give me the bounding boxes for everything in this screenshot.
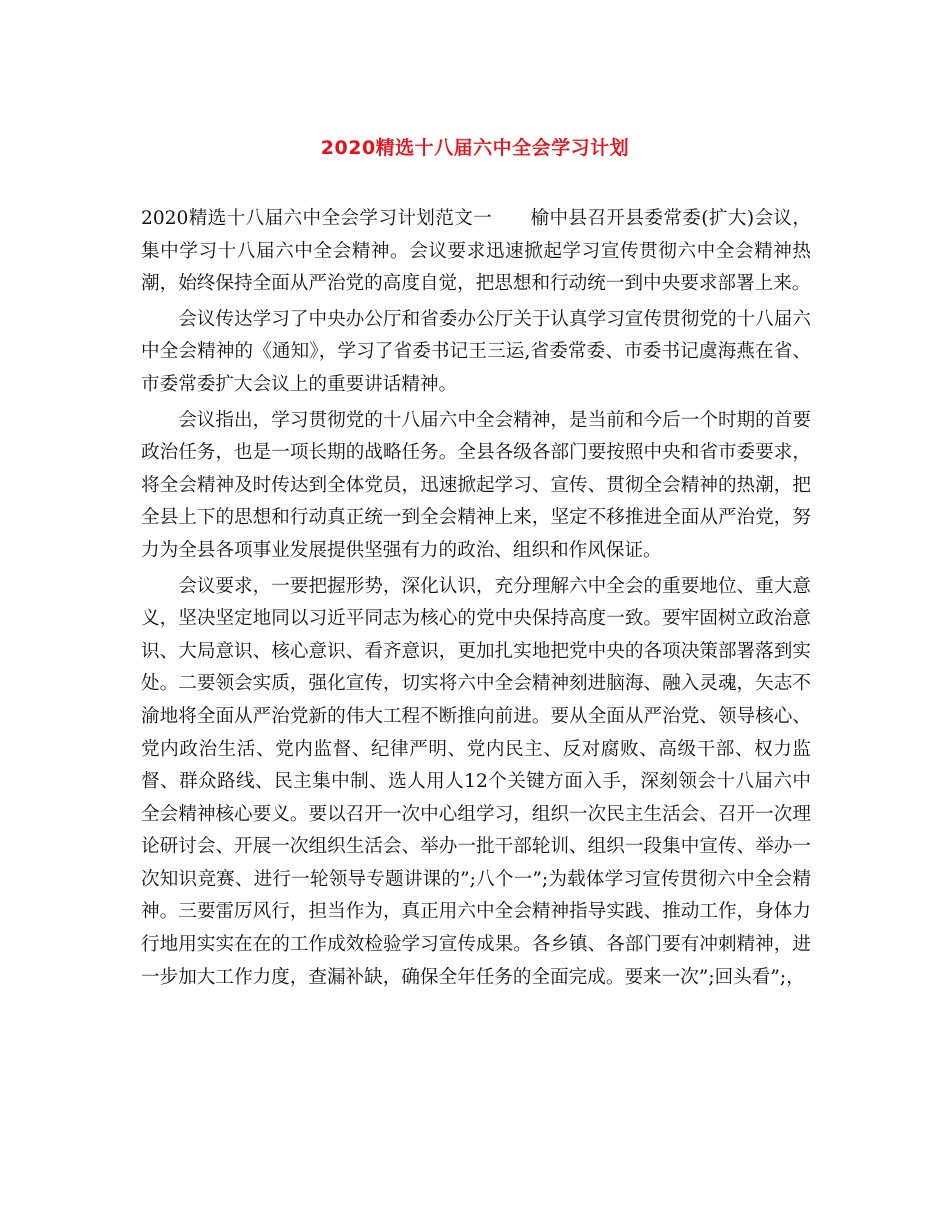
document-body [141, 203, 811, 997]
intro-paragraph [141, 203, 811, 301]
paragraph-2: 会议传达学习了中央办公厅和省委办公厅关于认真学习宣传贯彻党的十八届六中全会精神的《通知》，学习了省委书记王三运,省委常委、市委书记虞海燕在省、市委常委扩大会议上的重要讲话精神。 [141, 308, 811, 395]
paragraph-3: 会议指出，学习贯彻党的十八届六中全会精神，是当前和今后一个时期的首要政治任务，也是一项长期的战略任务。全县各级各部门要按照中央和省市委要求，将全会精神及时传达到全体党员，迅速掀起学习、宣传、贯彻全会精神的热潮，把全县上下的思想和行动真正统一到全会精神上来，坚定不移推进全面从严治党，努力为全县各项事业发展提供坚强有力的政治、组织和作风保证。 [141, 409, 811, 561]
paragraph-1: 榆中县召开县委常委(扩大)会议，集中学习十八届六中全会精神。会议要求迅速掀起学习宣传贯彻六中全会精神热潮，始终保持全面从严治党的高度自觉，把思想和行动统一到中央要求部署上来。 [141, 208, 811, 295]
document-title: 2020精选十八届六中全会学习计划 [320, 137, 630, 159]
paragraph-4: 会议要求，一要把握形势，深化认识，充分理解六中全会的重要地位、重大意义，坚决坚定地同以习近平同志为核心的党中央保持高度一致。要牢固树立政治意识、大局意识、核心意识、看齐意识，更加扎实地把党中央的各项决策部署落到实处。二要领会实质，强化宣传，切实将六中全会精神刻进脑海、融入灵魂，矢志不渝地将全面从严治党新的伟大工程不断推向前进。要从全面从严治党、领导核心、党内政治生活、党内监督、纪律严明、党内民主、反对腐败、高级干部、权力监督、群众路线、民主集中制、选人用人12个关键方面入手，深刻领会十八届六中全会精神核心要义。要以召开一次中心组学习，组织一次民主生活会、召开一次理论研讨会、开展一次组织生活会、举办一批干部轮训、组织一段集中宣传、举办一次知识竞赛、进行一轮领导专题讲课的”;八个一”;为载体学习宣传贯彻六中全会精神。三要雷厉风行，担当作为，真正用六中全会精神指导实践、推动工作，身体力行地用实实在在的工作成效检验学习宣传成果。各乡镇、各部门要有冲刺精神，进一步加大工作力度，查漏补缺，确保全年任务的全面完成。要来一次”;回头看”;， [141, 575, 811, 988]
intro-heading: 2020精选十八届六中全会学习计划范文一 [141, 208, 493, 229]
